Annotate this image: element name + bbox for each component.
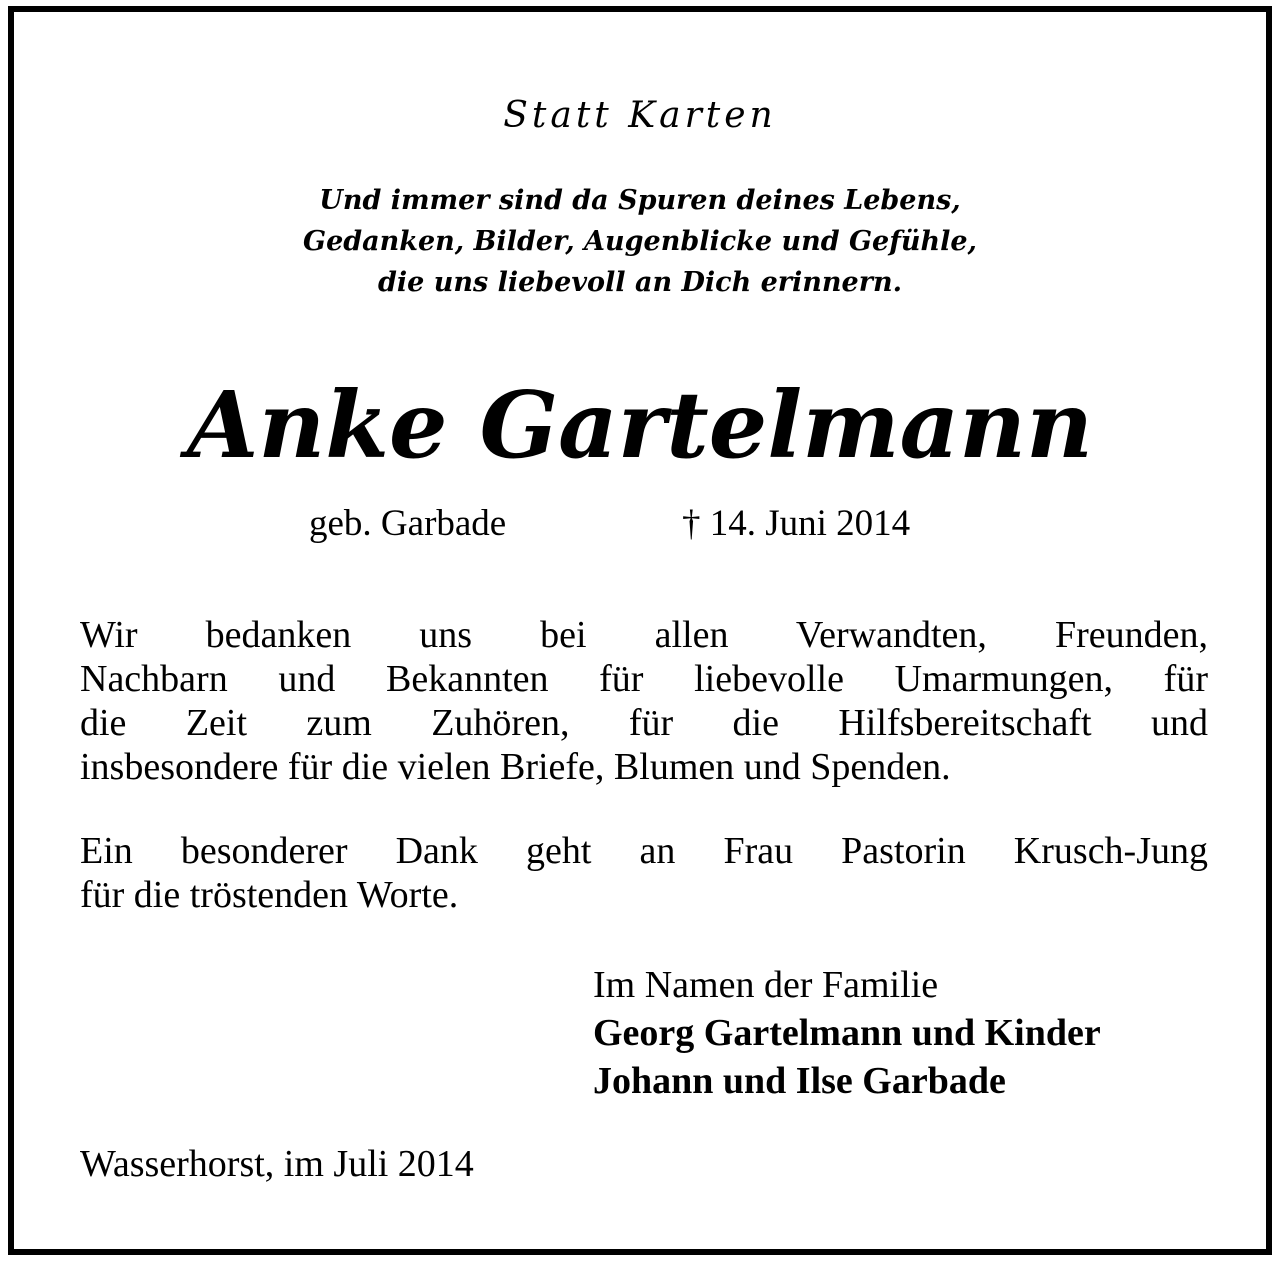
family-member-line: Johann und Ilse Garbade <box>593 1060 1006 1102</box>
paragraph-line: insbesondere für die vielen Briefe, Blumen und Spenden. <box>80 746 951 788</box>
notice-border <box>8 6 1272 1255</box>
memorial-poem <box>14 180 1266 303</box>
paragraph-line: für die tröstenden Worte. <box>80 874 459 916</box>
poem-line: die uns liebevoll an Dich erinnern. <box>378 267 902 298</box>
place-and-date: Wasserhorst, im Juli 2014 <box>80 1143 474 1185</box>
family-member-line: Georg Gartelmann und Kinder <box>593 1012 1101 1054</box>
notice-heading: Statt Karten <box>503 95 777 136</box>
special-thanks-paragraph <box>80 829 1208 917</box>
poem-line: Und immer sind da Spuren deines Lebens, <box>319 185 961 216</box>
paragraph-line: Wir bedanken uns bei allen Verwandten, Freunden, <box>80 614 1208 656</box>
paragraph-line: die Zeit zum Zuhören, für die Hilfsbereitschaft und <box>80 702 1208 744</box>
thanks-paragraph <box>80 613 1208 789</box>
maiden-name: geb. Garbade <box>309 503 507 544</box>
death-date: † 14. Juni 2014 <box>682 503 911 544</box>
paragraph-line: Ein besonderer Dank geht an Frau Pastorin Krusch-Jung <box>80 830 1208 872</box>
paragraph-line: Nachbarn und Bekannten für liebevolle Umarmungen, für <box>80 658 1208 700</box>
family-signoff <box>593 961 1101 1105</box>
signoff-intro: Im Namen der Familie <box>593 964 939 1006</box>
deceased-name: Anke Gartelmann <box>187 371 1093 479</box>
poem-line: Gedanken, Bilder, Augenblicke und Gefühle, <box>303 226 977 257</box>
